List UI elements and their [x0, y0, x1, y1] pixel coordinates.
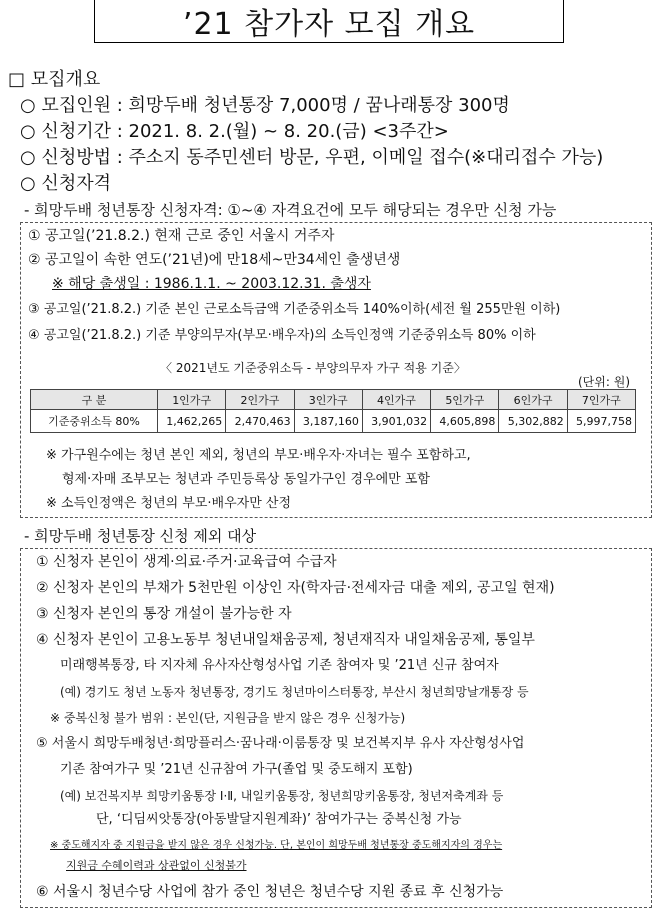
page-title: ’21 참가자 모집 개요 — [182, 7, 476, 42]
table-header-cell: 3인가구 — [294, 390, 362, 410]
section-heading: □ 모집개요 — [8, 69, 101, 90]
eligibility-header: - 희망두배 청년통장 신청자격: ①~④ 자격요건에 모두 해당되는 경우만 신청 가능 — [24, 201, 557, 219]
table-header-cell: 6인가구 — [499, 390, 567, 410]
table-cell: 3,187,160 — [294, 410, 362, 433]
table-cell: 5,302,882 — [499, 410, 567, 433]
table-cell: 4,605,898 — [431, 410, 499, 433]
exclusion-header: - 희망두배 청년통장 신청 제외 대상 — [24, 527, 257, 545]
table-header-cell: 4인가구 — [362, 390, 430, 410]
table-unit: (단위: 원) — [578, 375, 630, 389]
eligibility-heading: ○ 신청자격 — [20, 173, 111, 194]
household-note-1: ※ 가구원수에는 청년 본인 제외, 청년의 부모·배우자·자녀는 필수 포함하고, — [46, 448, 471, 463]
criterion-2: ② 공고일이 속한 연도(’21년)에 만18세~만34세인 출생년생 — [28, 252, 401, 268]
income-note: ※ 소득인정액은 청년의 부모·배우자만 산정 — [46, 496, 292, 511]
table-cell: 기준중위소득 80% — [31, 410, 158, 433]
table-cell: 3,901,032 — [362, 410, 430, 433]
exclusion-4-note: ※ 중복신청 불가 범위 : 본인(단, 지원금을 받지 않은 경우 신청가능) — [50, 711, 406, 725]
median-income-table — [30, 389, 636, 433]
table-header-cell: 2인가구 — [226, 390, 294, 410]
exclusion-1: ① 신청자 본인이 생계·의료·주거·교육급여 수급자 — [36, 554, 337, 570]
exclusion-5-note-b: 지원금 수혜이력과 상관없이 신청불가 — [66, 859, 247, 872]
exclusion-6: ⑥ 서울시 청년수당 사업에 참가 중인 청년은 청년수당 지원 종료 후 신청가능 — [36, 884, 504, 900]
table-caption: 〈 2021년도 기준중위소득 - 부양의무자 가구 적용 기준〉 — [160, 361, 466, 375]
table-header-cell: 구 분 — [31, 390, 158, 410]
criterion-4: ④ 공고일(’21.8.2.) 기준 부양의무자(부모·배우자)의 소득인정액 기준중위소득 80% 이하 — [28, 328, 536, 343]
exclusion-5b: 기존 참여가구 및 ’21년 신규참여 가구(졸업 및 중도해지 포함) — [60, 762, 413, 777]
table-cell: 5,997,758 — [567, 410, 635, 433]
recruit-count: ○ 모집인원 : 희망두배 청년통장 7,000명 / 꿈나래통장 300명 — [20, 95, 510, 116]
title-box — [94, 0, 564, 43]
exclusion-2: ② 신청자 본인의 부채가 5천만원 이상인 자(학자금·전세자금 대출 제외, 공고일 현재) — [36, 580, 555, 596]
exclusion-4c: (예) 경기도 청년 노동자 청년통장, 경기도 청년마이스터통장, 부산시 청년희망날개통장 등 — [60, 685, 529, 699]
table-row — [31, 410, 636, 433]
table-cell: 2,470,463 — [226, 410, 294, 433]
apply-period: ○ 신청기간 : 2021. 8. 2.(월) ~ 8. 20.(금) <3주간> — [20, 121, 449, 142]
criterion-2-note: ※ 해당 출생일 : 1986.1.1. ~ 2003.12.31. 출생자 — [52, 276, 371, 292]
table-header-cell: 5인가구 — [431, 390, 499, 410]
exclusion-3: ③ 신청자 본인의 통장 개설이 불가능한 자 — [36, 606, 292, 622]
exclusion-5a: ⑤ 서울시 희망두배청년·희망플러스·꿈나래·이룸통장 및 보건복지부 유사 자산형성사업 — [36, 736, 525, 751]
exclusion-5c: (예) 보건복지부 희망키움통장 Ⅰ·Ⅱ, 내일키움통장, 청년희망키움통장, 청년저축계좌 등 — [60, 789, 504, 803]
table-cell: 1,462,265 — [158, 410, 226, 433]
exclusion-5d: 단, ‘디딤씨앗통장(아동발달지원계좌)’ 참여가구는 중복신청 가능 — [96, 812, 462, 827]
exclusion-4a: ④ 신청자 본인이 고용노동부 청년내일채움공제, 청년재직자 내일채움공제, 통일부 — [36, 632, 535, 648]
table-header-cell: 1인가구 — [158, 390, 226, 410]
apply-method: ○ 신청방법 : 주소지 동주민센터 방문, 우편, 이메일 접수(※대리접수 가능) — [20, 147, 604, 168]
household-note-2: 형제·자매 조부모는 청년과 주민등록상 동일가구인 경우에만 포함 — [62, 472, 430, 487]
exclusion-4b: 미래행복통장, 타 지자체 유사자산형성사업 기존 참여자 및 ’21년 신규 참여자 — [60, 658, 499, 673]
exclusion-5-note-a: ※ 중도해지자 중 지원금을 받지 않은 경우 신청가능. 단, 본인이 희망두배 청년통장 중도해지자의 경우는 — [50, 840, 503, 851]
criterion-1: ① 공고일(’21.8.2.) 현재 근로 중인 서울시 거주자 — [28, 228, 335, 244]
criterion-3: ③ 공고일(’21.8.2.) 기준 본인 근로소득금액 기준중위소득 140%이하(세전 월 255만원 이하) — [28, 302, 561, 317]
table-header-row — [31, 390, 636, 410]
table-header-cell: 7인가구 — [567, 390, 635, 410]
